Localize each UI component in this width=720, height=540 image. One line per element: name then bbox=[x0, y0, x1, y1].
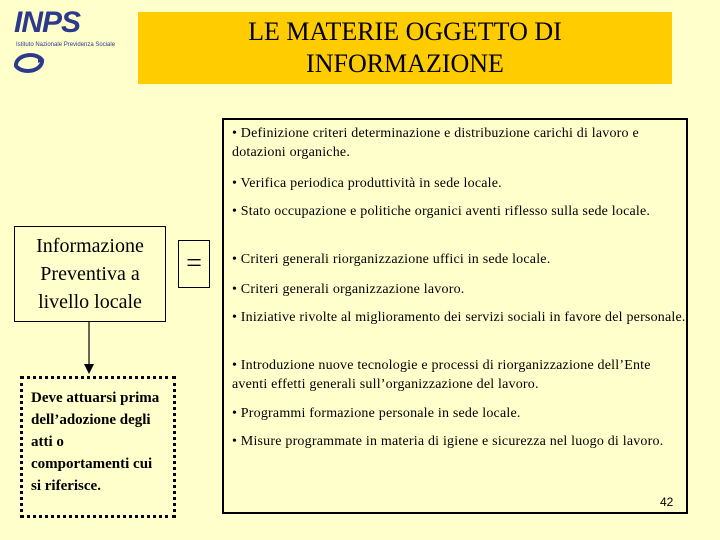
topic-item: • Introduzione nuove tecnologie e processi di riorganizzazione dell’Ente aventi effetti generali sull’organizzazione del lavoro. bbox=[232, 358, 651, 392]
page-number: 42 bbox=[660, 495, 674, 509]
equals-box bbox=[178, 240, 210, 288]
title-line-1: LE MATERIE OGGETTO DI bbox=[248, 17, 562, 46]
logo-wordmark: INPS bbox=[14, 6, 81, 39]
logo-subtitle: Istituto Nazionale Previdenza Sociale bbox=[16, 42, 116, 48]
timing-note-text: Deve attuarsi prima dell’adozione degli atti o comportamenti cui si riferisce. bbox=[31, 390, 160, 494]
logo-swirl-icon bbox=[12, 50, 46, 76]
inps-logo bbox=[12, 6, 122, 76]
down-arrow-icon bbox=[82, 322, 96, 376]
topics-box bbox=[222, 118, 688, 514]
topic-item: • Criteri generali organizzazione lavoro. bbox=[232, 282, 465, 297]
preventive-info-box bbox=[14, 226, 166, 322]
slide-title bbox=[138, 12, 672, 84]
timing-note-box bbox=[20, 376, 176, 518]
topic-item: • Misure programmate in materia di igiene e sicurezza nel luogo di lavoro. bbox=[232, 434, 664, 449]
topic-item: • Verifica periodica produttività in sede locale. bbox=[232, 176, 502, 191]
topic-item: • Programmi formazione personale in sede locale. bbox=[232, 406, 521, 421]
topic-item: • Criteri generali riorganizzazione uffici in sede locale. bbox=[232, 252, 551, 267]
preventive-info-label: Informazione Preventiva a livello locale bbox=[36, 235, 144, 313]
topic-item: • Iniziative rivolte al miglioramento dei servizi sociali in favore del personale. bbox=[232, 310, 686, 325]
title-line-2: INFORMAZIONE bbox=[306, 49, 504, 78]
topic-item: • Definizione criteri determinazione e distribuzione carichi di lavoro e dotazioni organiche. bbox=[232, 126, 639, 160]
topic-item: • Stato occupazione e politiche organici aventi riflesso sulla sede locale. bbox=[232, 204, 651, 219]
equals-sign: = bbox=[186, 248, 202, 279]
